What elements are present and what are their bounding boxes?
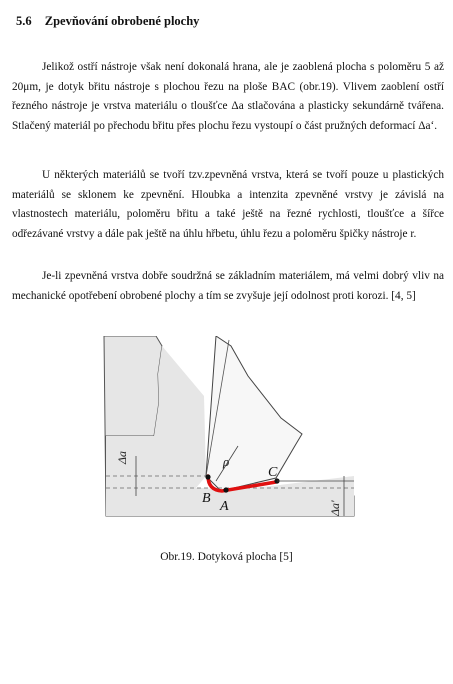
contact-surface-diagram — [96, 336, 356, 532]
paragraph-2-text: U některých materiálů se tvoří tzv.zpevněná vrstva, která se tvoří pouze u plastických materiálů se sklonem ke zpevnění. Hloubka a intenzita zpevněné vrstvy je závislá na vlastnostech materiálu, poloměru břitu a také ještě na řezné rychlosti, tloušťce a šířce odřezávané vrstvy a dále pak ještě na úhlu hřbetu, úhlu řezu a poloměru špičky nástroje r. — [12, 169, 444, 240]
paragraph-1-text: Jelikož ostří nástroje však není dokonalá hrana, ale je zaoblená plocha s poloměru 5 až 20μm, je dotyk břitu nástroje s plochou řezu na ploše BAC (obr.19). Vlivem zaoblení ostří řezného nástroje je vrstva materiálu o tloušťce Δa stlačována a plasticky sekundárně tvářena. Stlačený materiál po přechodu břitu přes plochu řezu vystoupí o část pružných deformací Δa‘. — [12, 61, 444, 132]
label-C: C — [268, 465, 278, 480]
label-rho: ρ — [223, 454, 230, 469]
point-A — [223, 487, 228, 492]
label-A: A — [220, 499, 229, 514]
paragraph-3 — [12, 267, 444, 306]
contact-surface-figure — [96, 336, 356, 532]
point-B — [205, 474, 210, 479]
tool-wedge — [206, 336, 302, 491]
section-number: 5.6 — [16, 14, 32, 28]
section-title: Zpevňování obrobené plochy — [44, 14, 200, 28]
section-heading — [16, 14, 199, 29]
figure-caption: Obr.19. Dotyková plocha [5] — [160, 551, 293, 563]
label-B: B — [202, 491, 211, 506]
label-delta-a-prime: Δa' — [328, 500, 342, 516]
paragraph-3-text: Je-li zpevněná vrstva dobře soudržná se základním materiálem, má velmi dobrý vliv na mechanické opotřebení obrobené plochy a tím se zvyšuje její odolnost proti korozi. [4, 5] — [12, 270, 444, 302]
label-delta-a: Δa — [115, 450, 129, 464]
paragraph-1 — [12, 58, 444, 136]
paragraph-2 — [12, 166, 444, 244]
